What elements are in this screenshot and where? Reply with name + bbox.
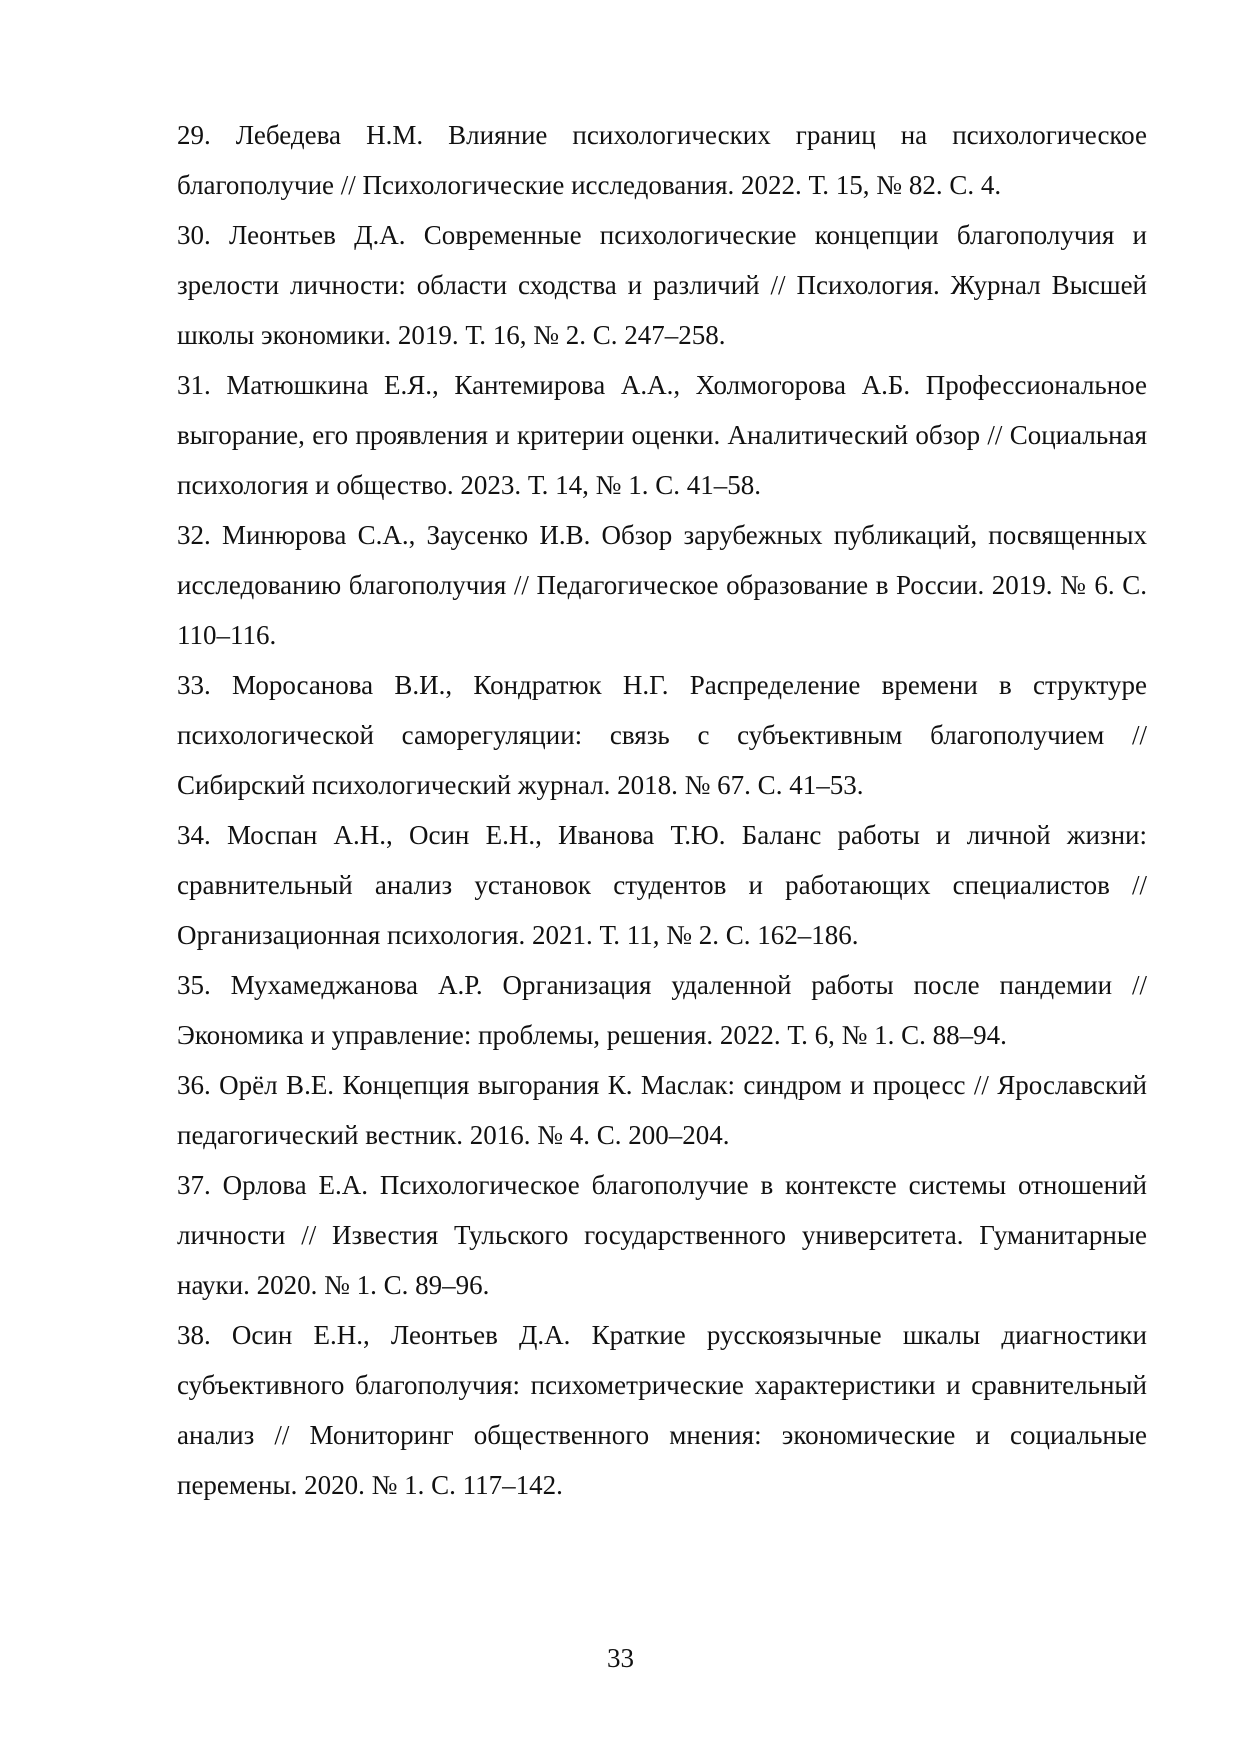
reference-item-31: 31. Матюшкина Е.Я., Кантемирова А.А., Холмогорова А.Б. Профессиональное выгорание, его проявления и критерии оценки. Аналитический обзор // Социальная психология и общество. 2023. Т. 14, № 1. С. 41–58. xyxy=(177,370,1147,500)
reference-item-35: 35. Мухамеджанова А.Р. Организация удаленной работы после пандемии // Экономика и управление: проблемы, решения. 2022. Т. 6, № 1. С. 88–94. xyxy=(177,970,1147,1050)
reference-list xyxy=(177,110,1147,1510)
reference-item-29: 29. Лебедева Н.М. Влияние психологических границ на психологическое благополучие // Психологические исследования. 2022. Т. 15, № 82. С. 4. xyxy=(177,120,1147,200)
reference-item-30: 30. Леонтьев Д.А. Современные психологические концепции благополучия и зрелости личности: области сходства и различий // Психология. Журнал Высшей школы экономики. 2019. Т. 16, № 2. С. 247–258. xyxy=(177,220,1147,350)
reference-item-38: 38. Осин Е.Н., Леонтьев Д.А. Краткие русскоязычные шкалы диагностики субъективного благополучия: психометрические характеристики и сравнительный анализ // Мониторинг общественного мнения: экономические и социальные перемены. 2020. № 1. С. 117–142. xyxy=(177,1320,1147,1500)
reference-item-34: 34. Моспан А.Н., Осин Е.Н., Иванова Т.Ю. Баланс работы и личной жизни: сравнительный анализ установок студентов и работающих специалистов // Организационная психология. 2021. Т. 11, № 2. С. 162–186. xyxy=(177,820,1147,950)
reference-item-36: 36. Орёл В.Е. Концепция выгорания К. Маслак: синдром и процесс // Ярославский педагогический вестник. 2016. № 4. С. 200–204. xyxy=(177,1070,1147,1150)
page-number: 33 xyxy=(607,1643,634,1673)
reference-item-33: 33. Моросанова В.И., Кондратюк Н.Г. Распределение времени в структуре психологической саморегуляции: связь с субъективным благополучием // Сибирский психологический журнал. 2018. № 67. С. 41–53. xyxy=(177,670,1147,800)
reference-item-32: 32. Минюрова С.А., Заусенко И.В. Обзор зарубежных публикаций, посвященных исследованию благополучия // Педагогическое образование в России. 2019. № 6. С. 110–116. xyxy=(177,520,1147,650)
reference-item-37: 37. Орлова Е.А. Психологическое благополучие в контексте системы отношений личности // Известия Тульского государственного университета. Гуманитарные науки. 2020. № 1. С. 89–96. xyxy=(177,1170,1147,1300)
